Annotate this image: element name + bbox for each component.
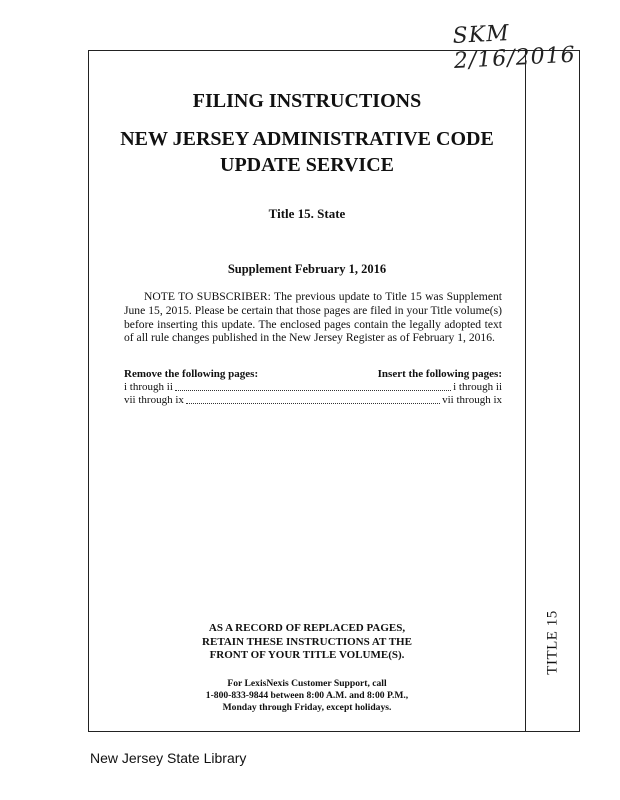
pages-table-row [124, 381, 502, 394]
side-tab-label: TITLE 15 [544, 609, 561, 675]
record-notice-line3: FRONT OF YOUR TITLE VOLUME(S). [209, 649, 405, 661]
record-notice-line2: RETAIN THESE INSTRUCTIONS AT THE [202, 635, 412, 648]
support-line3: Monday through Friday, except holidays. [222, 702, 392, 713]
support-line2: 1-800-833-9844 between 8:00 A.M. and 8:00 P.M., [205, 690, 409, 701]
dot-leader [186, 403, 440, 404]
insert-pages: vii through ix [442, 394, 502, 406]
pages-table-row [124, 394, 502, 407]
pages-table-header [124, 368, 502, 380]
remove-pages: vii through ix [124, 394, 184, 406]
record-notice [92, 622, 522, 663]
sidebar-divider [525, 50, 526, 732]
library-footer: New Jersey State Library [90, 750, 247, 766]
supplement-line: Supplement February 1, 2016 [227, 262, 387, 276]
dot-leader [175, 390, 451, 391]
code-heading-line2: UPDATE SERVICE [220, 154, 394, 176]
title-line: Title 15. State [268, 206, 346, 221]
remove-header: Remove the following pages: [124, 368, 259, 380]
record-notice-line1: AS A RECORD OF REPLACED PAGES, [208, 622, 406, 634]
code-heading [92, 126, 522, 178]
filing-instructions-heading: FILING INSTRUCTIONS [192, 90, 422, 112]
side-tab [528, 602, 578, 682]
customer-support [92, 678, 522, 714]
code-heading-line1: NEW JERSEY ADMINISTRATIVE CODE [120, 128, 494, 150]
handwritten-note: SKM 2/16/2016 [452, 21, 577, 74]
insert-header: Insert the following pages: [377, 368, 502, 380]
support-line1: For LexisNexis Customer Support, call [227, 678, 387, 689]
note-to-subscriber: NOTE TO SUBSCRIBER: The previous update to Title 15 was Supplement June 15, 2015. Please be certain that those pages are filed in your Title volume(s) before inserting this update. The enclosed pages contain the legally adopted text of all rule changes published in the New Jersey Register as of February 1, 2016. [124, 290, 502, 345]
insert-pages: i through ii [453, 381, 502, 393]
remove-pages: i through ii [124, 381, 173, 393]
